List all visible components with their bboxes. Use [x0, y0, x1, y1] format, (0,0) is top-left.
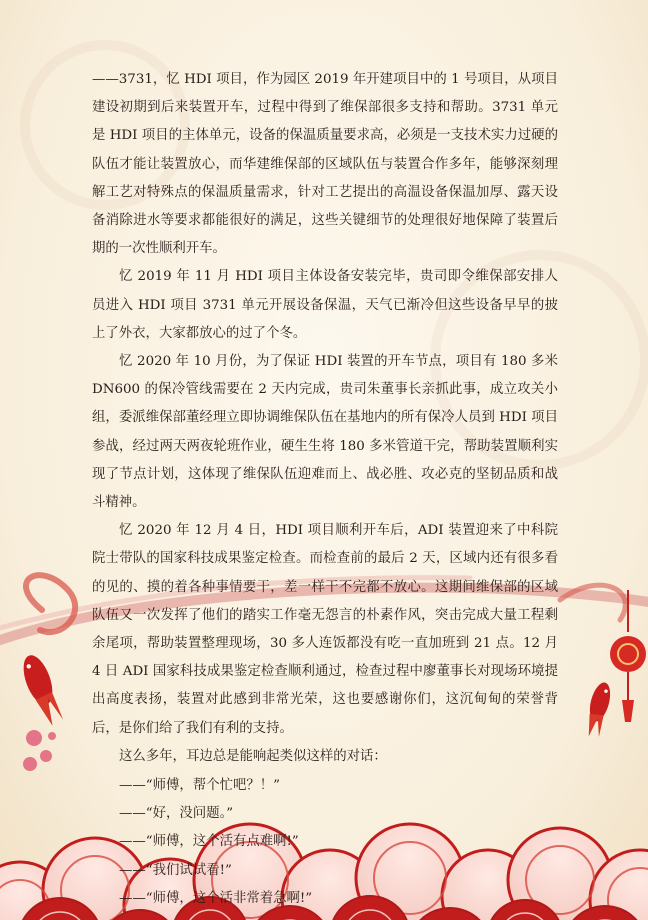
dialogue-line: ——“师傅，帮个忙吧？！” — [119, 778, 280, 794]
koi-fish-right — [582, 680, 614, 739]
hanging-lantern-knot — [610, 590, 646, 722]
koi-fish-left — [18, 651, 66, 729]
paragraph: 忆 2020 年 10 月份，为了保证 HDI 装置的开车节点，项目有 180 多米 DN600 的保冷管线需要在 2 天内完成，贵司朱董事长亲抓此事，成立攻关小组，委派维保部董经理立即协调维保队伍在基地内的所有保冷人员到 HDI 项目参战，经过两天两夜轮班作业，硬生生将 180 多米管道干完，帮助装置顺利实现了节点计划，这体现了维保队伍迎难而上、战必胜、攻必克的坚韧品质和战斗精神。 — [92, 354, 558, 511]
dialogue-line: ——“我们试试看!” — [119, 862, 232, 878]
dialogue-list — [92, 772, 558, 913]
paragraph: ——3731，忆 HDI 项目，作为园区 2019 年开建项目中的 1 号项目，从项目建设初期到后来装置开车，过程中得到了维保部很多支持和帮助。3731 单元是 HDI 项目的主体单元，设备的保温质量要求高，必须是一支技术实力过硬的队伍才能让装置放心，而华建维保部的区域队伍与装置合作多年，能够深刻理解工艺对特殊点的保温质量需求，针对工艺提出的高温设备保温加厚、露天设备消除进水等要求都能很好的满足，这些关键细节的处理很好地保障了装置后期的一次性顺利开车。 — [92, 72, 558, 257]
dialogue-line: ——“好，没问题。” — [119, 806, 234, 822]
article-body — [92, 66, 558, 913]
paragraph: 这么多年，耳边总是能响起类似这样的对话： — [119, 748, 387, 764]
dialogue-line: ——“师傅，这个活非常着急啊!” — [119, 890, 313, 906]
paragraph: 忆 2019 年 11 月 HDI 项目主体设备安装完毕，贵司即令维保部安排人员进入 HDI 项目 3731 单元开展设备保温，天气已渐冷但这些设备早早的披上了外衣，大家都放心的过了个冬。 — [92, 269, 558, 341]
paragraph: 忆 2020 年 12 月 4 日，HDI 项目顺利开车后，ADI 装置迎来了中科院院士带队的国家科技成果鉴定检查。而检查前的最后 2 天，区域内还有很多看的见的、摸的着各种事情要干，差一样干不完都不放心。这期间维保部的区域队伍又一次发挥了他们的踏实工作毫无怨言的朴素作风，突击完成大量工程剩余尾项，帮助装置整理现场，30 多人连饭都没有吃一直加班到 21 点。12 月 4 日 ADI 国家科技成果鉴定检查顺利通过，检查过程中廖董事长对现场环境提出高度表扬，装置对此感到非常光荣，这也要感谢你们，这沉甸甸的荣誉背后，是你们给了我们有利的支持。 — [92, 523, 558, 736]
dialogue-line: ——“师傅，这个活有点难啊!” — [119, 834, 299, 850]
plum-blossom — [23, 730, 56, 771]
